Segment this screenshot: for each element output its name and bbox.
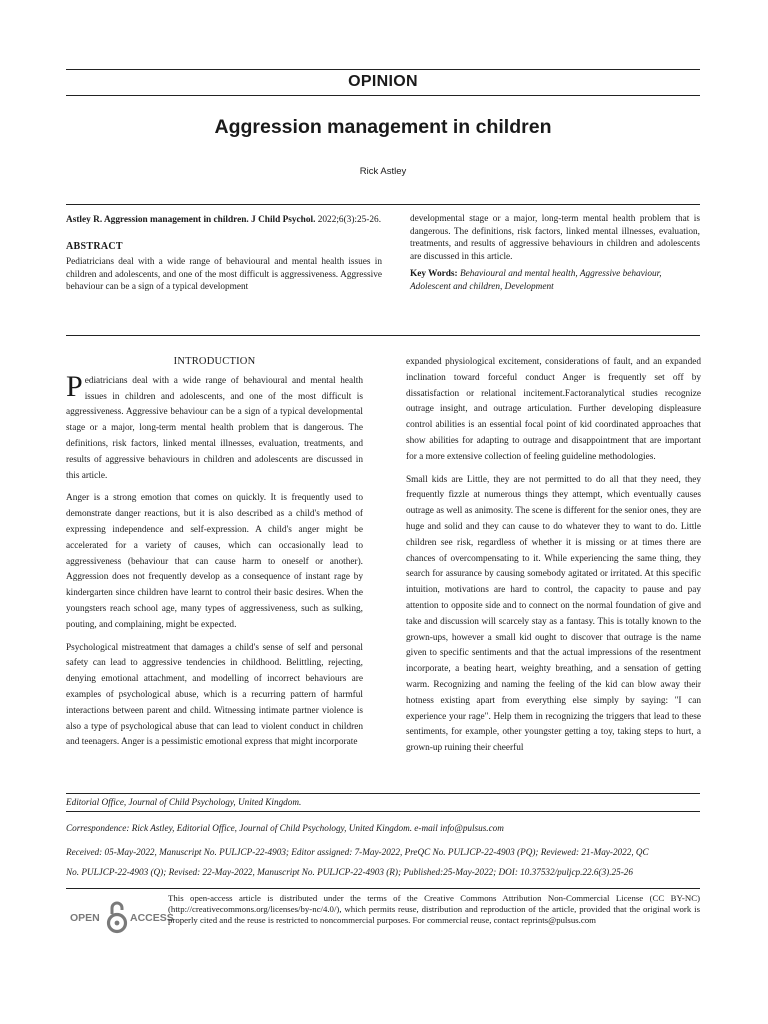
introduction-heading: INTRODUCTION <box>173 356 256 367</box>
body-paragraph: expanded physiological excitement, considerations of fault, and an expanded inclination toward forceful conduct Anger is frequently set off by dissatisfaction or relational incitement.Factoranalytical studies recognize outrage insight, and outrage articulation. Further developing displeasure control abilities is an essential focal point of kid coordinated approaches that show abilities for adapting to outrage and disappointment that are important for a more extensive collection of feeling guideline methodologies. <box>406 357 701 462</box>
open-access-open: OPEN <box>70 912 100 924</box>
drop-cap: P <box>66 369 83 403</box>
abstract-top-rule <box>66 204 700 205</box>
license-text: This open-access article is distributed under the terms of the Creative Commons Attribution Non-Commercial License (CC BY-NC) (http://creativecommons.org/licenses/by-nc/4.0/), which permits reuse, distribution and reproduction of the article, provided that the original work is properly cited and the reuse is restricted to noncommercial purposes. For commercial reuse, contact reprints@pulsus.com <box>168 893 700 926</box>
article-title: Aggression management in children <box>214 116 552 138</box>
dates-line-2: No. PULJCP-22-4903 (Q); Revised: 22-May-2022, Manuscript No. PULJCP-22-4903 (R); Published:25-May-2022; DOI: 10.37532/puljcp.22.6(3).25-26 <box>66 867 633 877</box>
editorial-office: Editorial Office, Journal of Child Psychology, United Kingdom. <box>66 797 302 807</box>
body-paragraph: Psychological mistreatment that damages a child's sense of self and personal safety can lead to aggressive tendencies in childhood. Belittling, rejecting, denying emotional attachment, and modelling of incorrect behaviours are examples of psychological abuse, which is a recurring pattern of harmful interactions between parent and child. Witnessing intimate partner violence is also a type of psychological abuse that can lead to violent conduct in children and teenagers. Anger is a pessimistic emotional express that might incorporate <box>66 642 363 748</box>
citation-title: Astley R. Aggression management in children. <box>66 215 249 225</box>
citation-details: 2022;6(3):25-26. <box>317 215 382 225</box>
body-left-column <box>66 355 363 758</box>
abstract-heading: ABSTRACT <box>66 240 123 252</box>
section-label: OPINION <box>348 73 418 90</box>
open-access-logo <box>70 900 174 934</box>
section-rule <box>66 95 700 96</box>
abstract-text-part2: developmental stage or a major, long-term mental health problem that is dangerous. The definitions, risk factors, linked mental illnesses, evaluation, treatments, and results of aggressive behaviours in children and adolescents are discussed in this article. <box>410 214 700 262</box>
body-paragraph: Anger is a strong emotion that comes on quickly. It is frequently used to demonstrate danger reactions, but it is also described as a child's method of expressing independence and self-expression. A child's anger might be accelerated for a variety of causes, which can occasionally lead to aggressiveness (behaviour that can cause harm to oneself or another). Aggression does not frequently develop as a consequence of instant rage by kindergarten since children have learnt to control their basic desires. When the youngsters reach school age, many types of aggressiveness, such as sulking, pouting, and complaining, might be expected. <box>66 493 363 630</box>
dates-line-1: Received: 05-May-2022, Manuscript No. PULJCP-22-4903; Editor assigned: 7-May-2022, PreQC No. PULJCP-22-4903 (PQ); Reviewed: 21-May-2022, QC <box>66 847 649 857</box>
abstract-right-column <box>410 213 700 294</box>
abstract-text-part1: Pediatricians deal with a wide range of behavioural and mental health issues in children and adolescents, and one of the most difficult is aggressiveness. Aggressive behaviour can be a sign of a typical development <box>66 257 382 293</box>
citation-journal: J Child Psychol. <box>251 215 316 225</box>
footer-rule <box>66 811 700 812</box>
body-right-column <box>406 355 701 764</box>
manuscript-dates <box>66 842 700 882</box>
body-paragraph-text: ediatricians deal with a wide range of behavioural and mental health issues in children and adolescents, and one of the most difficult is aggressiveness. Aggressive behaviour can be a sign of a typical developmental stage or a major, long-term mental health problem that is dangerous. The definitions, risk factors, linked mental illnesses, evaluation, treatments, and results of aggressive behaviours in children and adolescents are discussed in this article. <box>66 375 363 481</box>
footer-top-rule <box>66 793 700 794</box>
open-access-access: ACCESS <box>130 912 174 924</box>
citation <box>66 214 382 227</box>
author-name: Rick Astley <box>359 166 407 177</box>
keywords-label: Key Words: <box>410 269 458 280</box>
license-rule <box>66 888 700 889</box>
keywords <box>410 268 700 293</box>
keywords-text: Behavioural and mental health, Aggressive behaviour, Adolescent and children, Development <box>410 269 662 292</box>
body-paragraph <box>66 369 363 485</box>
correspondence: Correspondence: Rick Astley, Editorial Office, Journal of Child Psychology, United Kingdom. e-mail info@pulsus.com <box>66 823 504 833</box>
abstract-left-column <box>66 214 382 294</box>
padlock-icon <box>106 900 128 934</box>
abstract-bottom-rule <box>66 335 700 336</box>
body-paragraph: Small kids are Little, they are not permitted to do all that they need, they frequently fizzle at numerous things they attempt, which eventually causes outrage as well as animosity. The scene is different for the senior ones, they are huge and solid and they can cause to do whatever they to want to do. Little children see risk, regardless of whether it is missing or at times there are chances of overcompensating to it. While experiencing the same thing, they search for assurance by causing somebody agitated or irritated. At this specific intuition, motivations are hard to control, the capacity to pause and pay attention to opposite side and to connect on the normal foundation of give and take and discussion will scarcely stay as a fantasy. This is totally known to the grown-ups, however a small kid ought to discover that outrage is the name given to specific sentiments and that the actual impressions of the resentment incorporate, a beating heart, weighty breathing, and a sensation of getting warm. Recognizing and naming the feeling of the kid can blow away their hotness existing apart from everything else simply by saying: "I can experience your rage". Help them in recognizing the triggers that lead to these sentiments, for example, other youngster getting a toy, taking steps to hurt, a grown-up ruining their cheerful <box>406 474 701 754</box>
top-rule <box>66 69 700 70</box>
